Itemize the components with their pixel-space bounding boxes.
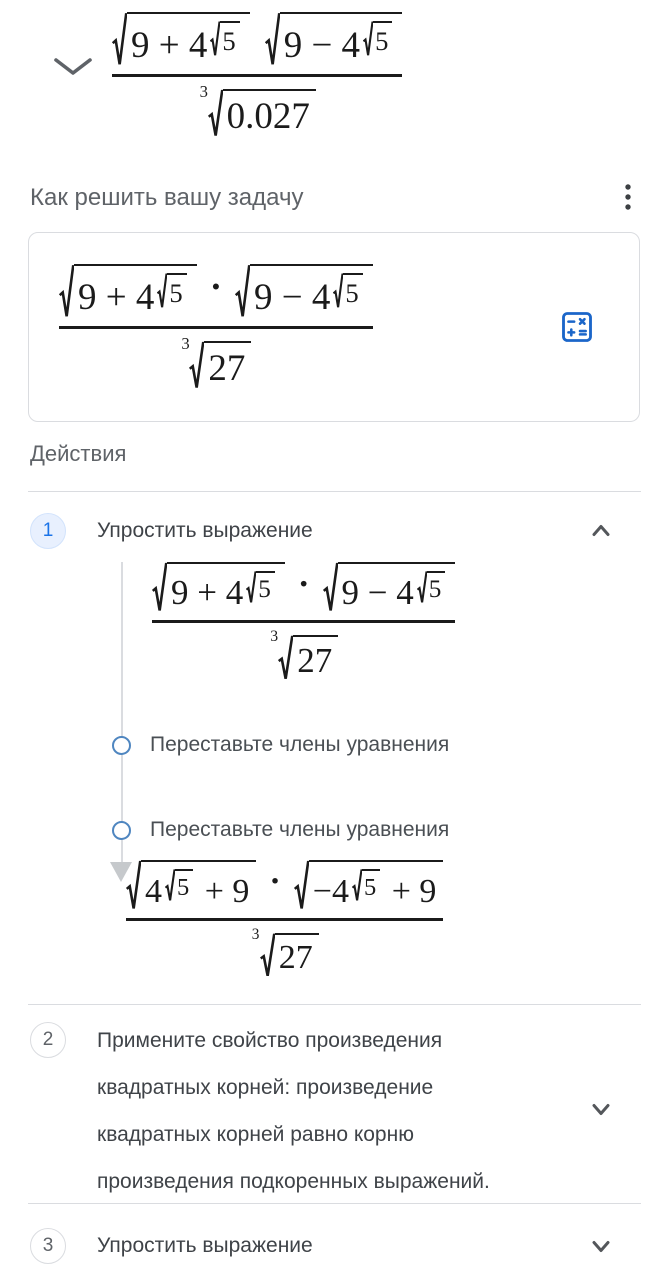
radical-sign-icon <box>126 860 141 911</box>
step-number-badge: 1 <box>30 513 66 549</box>
radical-sign-icon <box>260 933 275 978</box>
square-root <box>112 12 250 67</box>
numerator <box>59 264 373 326</box>
radicand-text: 9 − 4 <box>254 277 331 318</box>
step-start-expression <box>152 562 455 681</box>
root-index: 3 <box>251 926 260 943</box>
radical-sign-icon <box>157 273 167 309</box>
radicand-text: 9 + 4 <box>78 277 155 318</box>
nested-square-root <box>417 571 446 604</box>
radicand-text: 5 <box>222 26 236 56</box>
top-problem-expression <box>112 12 402 138</box>
radical-sign-icon <box>265 12 280 67</box>
step-title: Упростить выражение <box>97 519 313 542</box>
radicand-text: 9 + 4 <box>131 25 208 66</box>
radical-sign-icon <box>352 869 362 902</box>
multiplication-dot: · <box>297 563 310 603</box>
radicand-text: 9 − 4 <box>341 573 414 612</box>
card-expression <box>59 264 373 390</box>
step-2-header[interactable] <box>0 1012 669 1205</box>
radical-sign-icon <box>278 635 293 681</box>
substep-circle-icon <box>112 736 131 755</box>
chevron-up-icon[interactable] <box>583 513 619 549</box>
step-1-header[interactable] <box>0 502 669 560</box>
radicand-text: 27 <box>208 348 246 389</box>
denominator <box>199 82 316 138</box>
calculator-edit-button[interactable] <box>559 309 595 345</box>
square-root <box>126 860 256 911</box>
nested-square-root <box>246 571 275 604</box>
step-title: Упростить выражение <box>97 1234 313 1257</box>
fraction-bar <box>112 74 402 77</box>
radical-sign-icon <box>189 341 204 390</box>
radical-sign-icon <box>363 21 373 57</box>
radicand-text: −4 <box>312 873 349 910</box>
radicand-text: 5 <box>169 278 183 308</box>
nested-square-root <box>210 21 239 57</box>
fraction-bar <box>59 326 373 329</box>
cube-root <box>251 926 319 978</box>
radical-sign-icon <box>210 21 220 57</box>
radical-sign-icon <box>112 12 127 67</box>
radicand-text: 0.027 <box>226 96 310 137</box>
numerator <box>152 562 455 620</box>
cube-root <box>199 82 316 138</box>
multiplication-dot: · <box>269 862 281 900</box>
nested-square-root <box>363 21 392 57</box>
radicand-text: 9 + 4 <box>171 573 244 612</box>
step-number-badge: 2 <box>30 1022 66 1058</box>
nested-square-root <box>165 869 193 902</box>
denominator <box>180 334 251 390</box>
step-title: Примените свойство произведения квадратных корней: произведение квадратных корней равно корню произведения подкоренных выражений. <box>97 1029 490 1193</box>
square-root <box>59 264 197 319</box>
nested-square-root <box>333 273 362 309</box>
radicand-text: + 9 <box>196 873 250 910</box>
radical-sign-icon <box>59 264 74 319</box>
numerator <box>126 860 443 918</box>
radicand-text: 27 <box>278 939 313 976</box>
radical-sign-icon <box>208 89 223 138</box>
multiplication-dot: · <box>209 267 223 308</box>
square-root <box>265 12 403 67</box>
denominator <box>269 628 338 681</box>
step-number-badge: 3 <box>30 1228 66 1264</box>
nested-square-root <box>352 869 380 902</box>
fraction-bar <box>126 918 443 921</box>
radical-sign-icon <box>417 571 427 604</box>
square-root <box>294 860 444 911</box>
nested-square-root <box>157 273 186 309</box>
substep-circle-icon <box>112 821 131 840</box>
numerator <box>112 12 402 74</box>
chevron-down-icon[interactable] <box>583 1091 619 1127</box>
radical-sign-icon <box>165 869 175 902</box>
radicand-text: 5 <box>258 576 271 603</box>
radicand-text: + 9 <box>383 873 437 910</box>
radicand-text: 5 <box>177 874 190 901</box>
radical-sign-icon <box>294 860 309 911</box>
denominator <box>251 926 319 978</box>
radical-sign-icon <box>152 562 167 613</box>
root-index: 3 <box>181 334 190 353</box>
substep-item[interactable] <box>112 815 449 845</box>
substep-label: Переставьте члены уравнения <box>150 818 450 841</box>
cube-root <box>269 628 338 681</box>
divider <box>28 1004 641 1005</box>
radicand-text: 5 <box>363 874 377 901</box>
root-index: 3 <box>199 82 208 101</box>
chevron-down-icon[interactable] <box>583 1228 619 1264</box>
kebab-menu-icon[interactable] <box>620 183 636 213</box>
radicand-text: 5 <box>375 26 389 56</box>
actions-section-label: Действия <box>30 441 127 466</box>
page-title: Как решить вашу задачу <box>30 184 304 211</box>
radical-sign-icon <box>323 562 338 613</box>
substep-label: Переставьте члены уравнения <box>150 733 450 756</box>
step-result-expression <box>126 860 443 978</box>
step-1-content <box>0 560 669 1006</box>
square-root <box>152 562 285 613</box>
divider <box>28 1203 641 1204</box>
root-index: 3 <box>270 628 279 645</box>
problem-input-card[interactable] <box>28 232 640 422</box>
radicand-text: 9 − 4 <box>283 25 361 66</box>
fraction-bar <box>152 620 455 623</box>
radicand-text: 5 <box>428 576 442 603</box>
square-root <box>323 562 456 613</box>
substep-item[interactable] <box>112 730 449 760</box>
cube-root <box>180 334 251 390</box>
radical-sign-icon <box>246 571 256 604</box>
radical-sign-icon <box>333 273 343 309</box>
divider <box>28 491 641 492</box>
radicand-text: 27 <box>297 641 333 680</box>
collapse-expression-icon[interactable] <box>50 52 96 80</box>
radicand-text: 5 <box>345 278 359 308</box>
radical-sign-icon <box>235 264 250 319</box>
step-3-header[interactable] <box>0 1212 669 1280</box>
square-root <box>235 264 373 319</box>
radicand-text: 4 <box>145 873 162 910</box>
